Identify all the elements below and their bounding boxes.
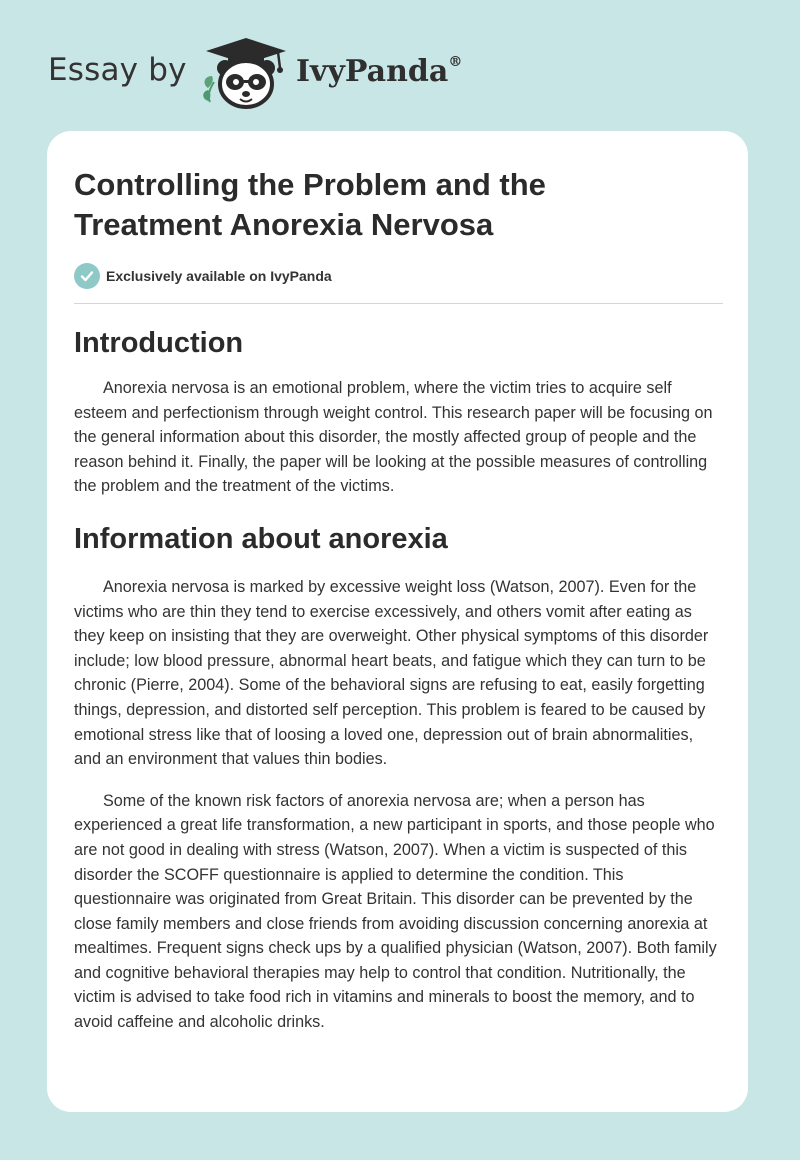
essay-by-label: Essay by [48,52,187,88]
ivypanda-logo-icon[interactable] [198,36,294,110]
section-introduction [74,321,724,499]
check-icon [74,263,100,289]
essay-title: Controlling the Problem and the Treatment Anorexia Nervosa [74,167,546,242]
paragraph: Anorexia nervosa is marked by excessive weight loss (Watson, 2007). Even for the victims who are thin they tend to exercise excessively, and others vomit after eating as they keep on insisting that they are overweight. Other physical symptoms of this disorder include; low blood pressure, abnormal heart beats, and fatigue which they can turn to be chronic (Pierre, 2004). Some of the behavioral signs are refusing to eat, easily forgetting things, depression, and distorted self perception. This problem is feared to be caused by emotional stress like that of loosing a loved one, depression out of brain abnormalities, and an environment that values thin bodies. [74,577,709,769]
section-heading: Information about anorexia [74,522,448,555]
exclusive-badge [74,263,332,289]
section-information-about-anorexia [74,517,724,1035]
paragraph: Anorexia nervosa is an emotional problem, where the victim tries to acquire self esteem and perfectionism through weight control. This research paper will be focusing on the general information about this disorder, the mostly affected group of people and the reason behind it. Finally, the paper will be looking at the possible measures of controlling the problem and the treatment of the victims. [74,379,713,496]
site-header [0,0,800,130]
essay-body [74,321,724,1035]
divider [74,303,723,304]
ivypanda-logo-text[interactable]: IvyPanda® [296,54,463,89]
exclusive-label: Exclusively available on IvyPanda [106,268,332,284]
paragraph: Some of the known risk factors of anorexia nervosa are; when a person has experienced a great life transformation, a new participant in sports, and those people who are not good in dealing with stress (Watson, 2007). When a victim is suspected of this disorder the SCOFF questionnaire is applied to determine the condition. This questionnaire was originated from Great Britain. This disorder can be prevented by the close family members and close friends from avoiding discussion concerning anorexia at mealtimes. Frequent signs check ups by a qualified physician (Watson, 2007). Both family and cognitive behavioral therapies may help to control that condition. Nutritionally, the victim is advised to take food rich in vitamins and minerals to boost the memory, and to avoid caffeine and alcoholic drinks. [74,791,717,1032]
essay-card [47,131,748,1112]
section-heading: Introduction [74,327,244,359]
